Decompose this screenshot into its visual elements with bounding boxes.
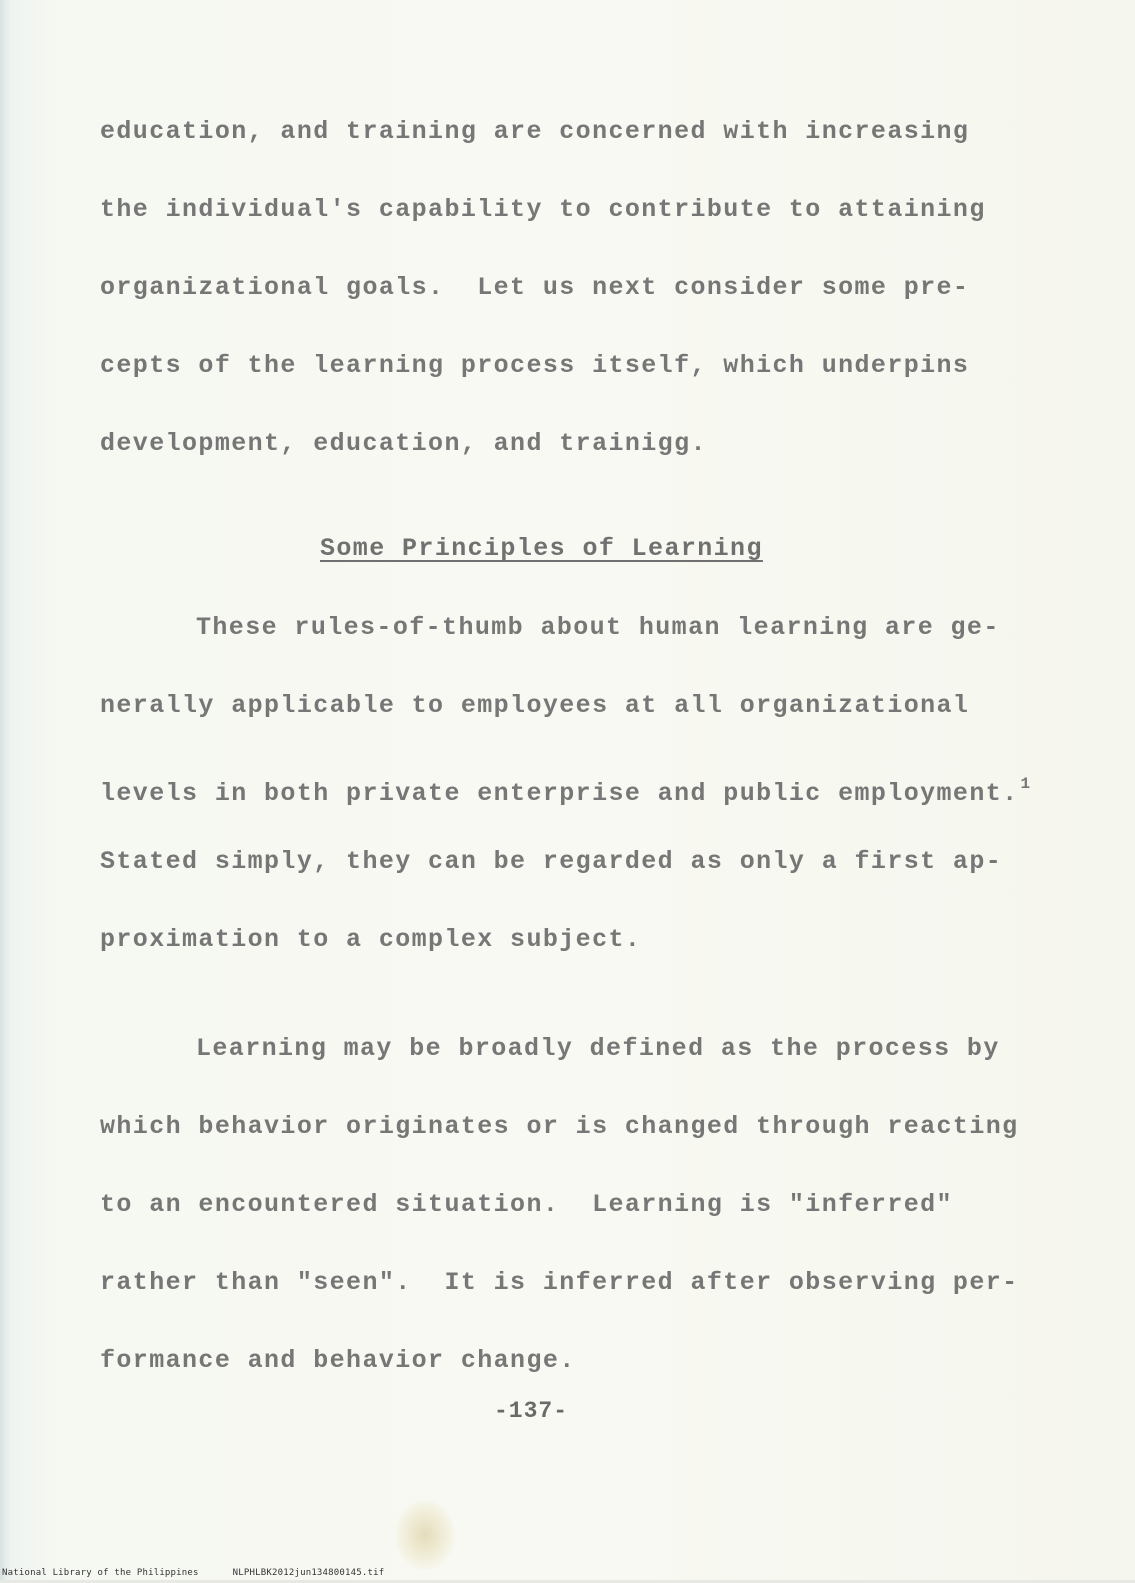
paper-stain: [395, 1500, 455, 1570]
text-line: cepts of the learning process itself, which underpins: [100, 351, 970, 380]
archive-footer: [2, 1568, 418, 1578]
text-line: rather than "seen". It is inferred after observing per-: [100, 1268, 1019, 1297]
text-line: nerally applicable to employees at all organizational: [100, 691, 970, 720]
text-line: development, education, and trainigg.: [100, 429, 707, 458]
text-line: [100, 769, 1032, 809]
text-line: proximation to a complex subject.: [100, 925, 642, 954]
text-line: These rules-of-thumb about human learning are ge-: [196, 613, 1000, 642]
text-line: the individual's capability to contribute to attaining: [100, 195, 986, 224]
text-line: organizational goals. Let us next consider some pre-: [100, 273, 970, 302]
scan-edge: [0, 0, 10, 1583]
text-line-content: levels in both private enterprise and public employment.: [100, 779, 1019, 808]
archive-institution: National Library of the Philippines: [2, 1568, 199, 1578]
text-line: education, and training are concerned with increasing: [100, 117, 970, 146]
text-line: Stated simply, they can be regarded as only a first ap-: [100, 847, 1003, 876]
text-line: which behavior originates or is changed through reacting: [100, 1112, 1019, 1141]
page-number: -137-: [494, 1398, 569, 1424]
text-line: formance and behavior change.: [100, 1346, 576, 1375]
text-line: Learning may be broadly defined as the process by: [196, 1034, 1000, 1063]
archive-file-name: NLPHLBK2012jun134800145.tif: [232, 1568, 385, 1578]
section-heading: Some Principles of Learning: [320, 534, 763, 563]
footnote-marker: 1: [1020, 775, 1032, 793]
text-line: to an encountered situation. Learning is "inferred": [100, 1190, 953, 1219]
